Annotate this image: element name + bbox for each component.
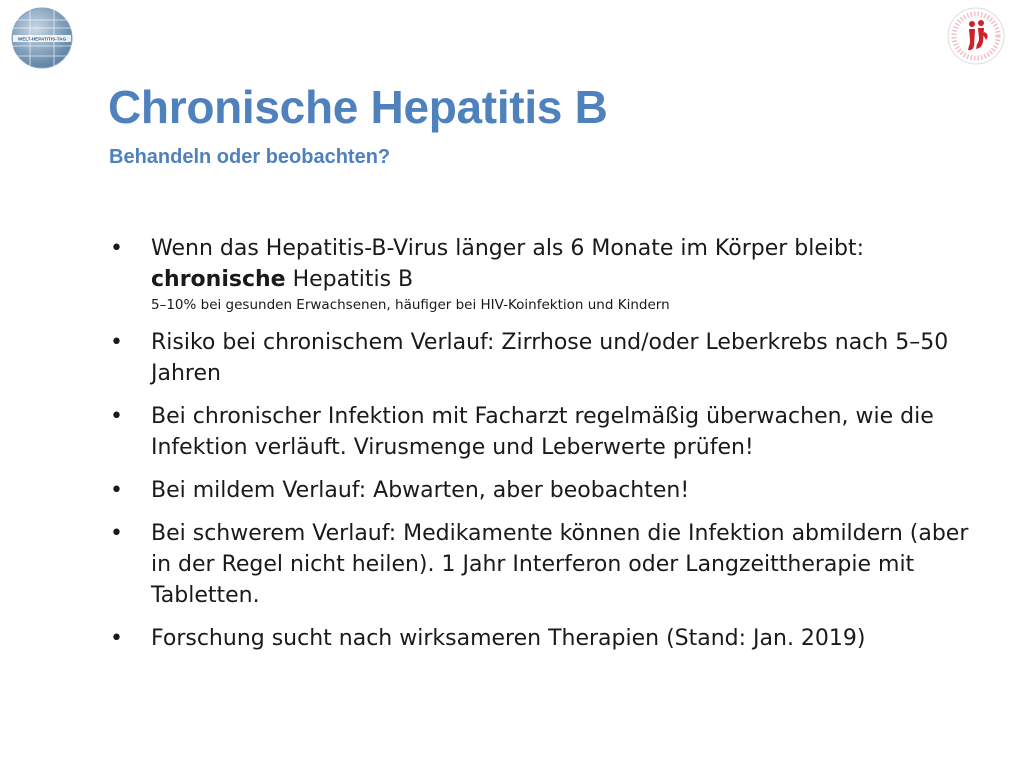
bullet-item [108, 518, 988, 611]
bullet-text: Bei mildem Verlauf: Abwarten, aber beobachten! [151, 478, 690, 503]
bullet-note: 5–10% bei gesunden Erwachsenen, häufiger bei HIV-Koinfektion und Kindern [151, 297, 670, 313]
logo-left-text: WELT-HEPATITIS-TAG [17, 36, 67, 42]
bullet-text: Risiko bei chronischem Verlauf: Zirrhose und/oder Leberkrebs nach 5–50 Jahren [151, 330, 949, 386]
bullet-icon: • [110, 236, 123, 261]
bullet-icon: • [110, 626, 123, 651]
red-ribbon-emblem-icon [946, 6, 1006, 66]
bullet-item [108, 327, 988, 389]
bullet-bold-text: chronische [151, 267, 286, 292]
bullet-icon: • [110, 478, 123, 503]
bullet-item [108, 475, 988, 506]
bullet-icon: • [110, 521, 123, 546]
bullet-item [108, 623, 988, 654]
bullet-item [108, 233, 988, 315]
slide-title: Chronische Hepatitis B [108, 81, 608, 133]
bullet-text: Bei chronischer Infektion mit Facharzt regelmäßig überwachen, wie die Infektion verläuft. Virusmenge und Leberwerte prüfen! [151, 404, 934, 460]
slide-subtitle: Behandeln oder beobachten? [109, 146, 391, 168]
bullet-text: Bei schwerem Verlauf: Medikamente können die Infektion abmildern (aber in der Regel nicht heilen). 1 Jahr Interferon oder Langzeittherapie mit Tabletten. [151, 521, 969, 608]
bullet-list [108, 233, 988, 666]
bullet-icon: • [110, 330, 123, 355]
welt-hepatitis-tag-logo [10, 6, 74, 70]
globe-icon [10, 6, 74, 70]
bullet-item [108, 401, 988, 463]
bullet-text: Wenn das Hepatitis-B-Virus länger als 6 Monate im Körper bleibt: [151, 236, 865, 261]
bullet-icon: • [110, 404, 123, 429]
bullet-text-after: Hepatitis B [285, 267, 414, 292]
organization-logo [946, 6, 1006, 66]
bullet-text: Forschung sucht nach wirksameren Therapien (Stand: Jan. 2019) [151, 626, 866, 651]
